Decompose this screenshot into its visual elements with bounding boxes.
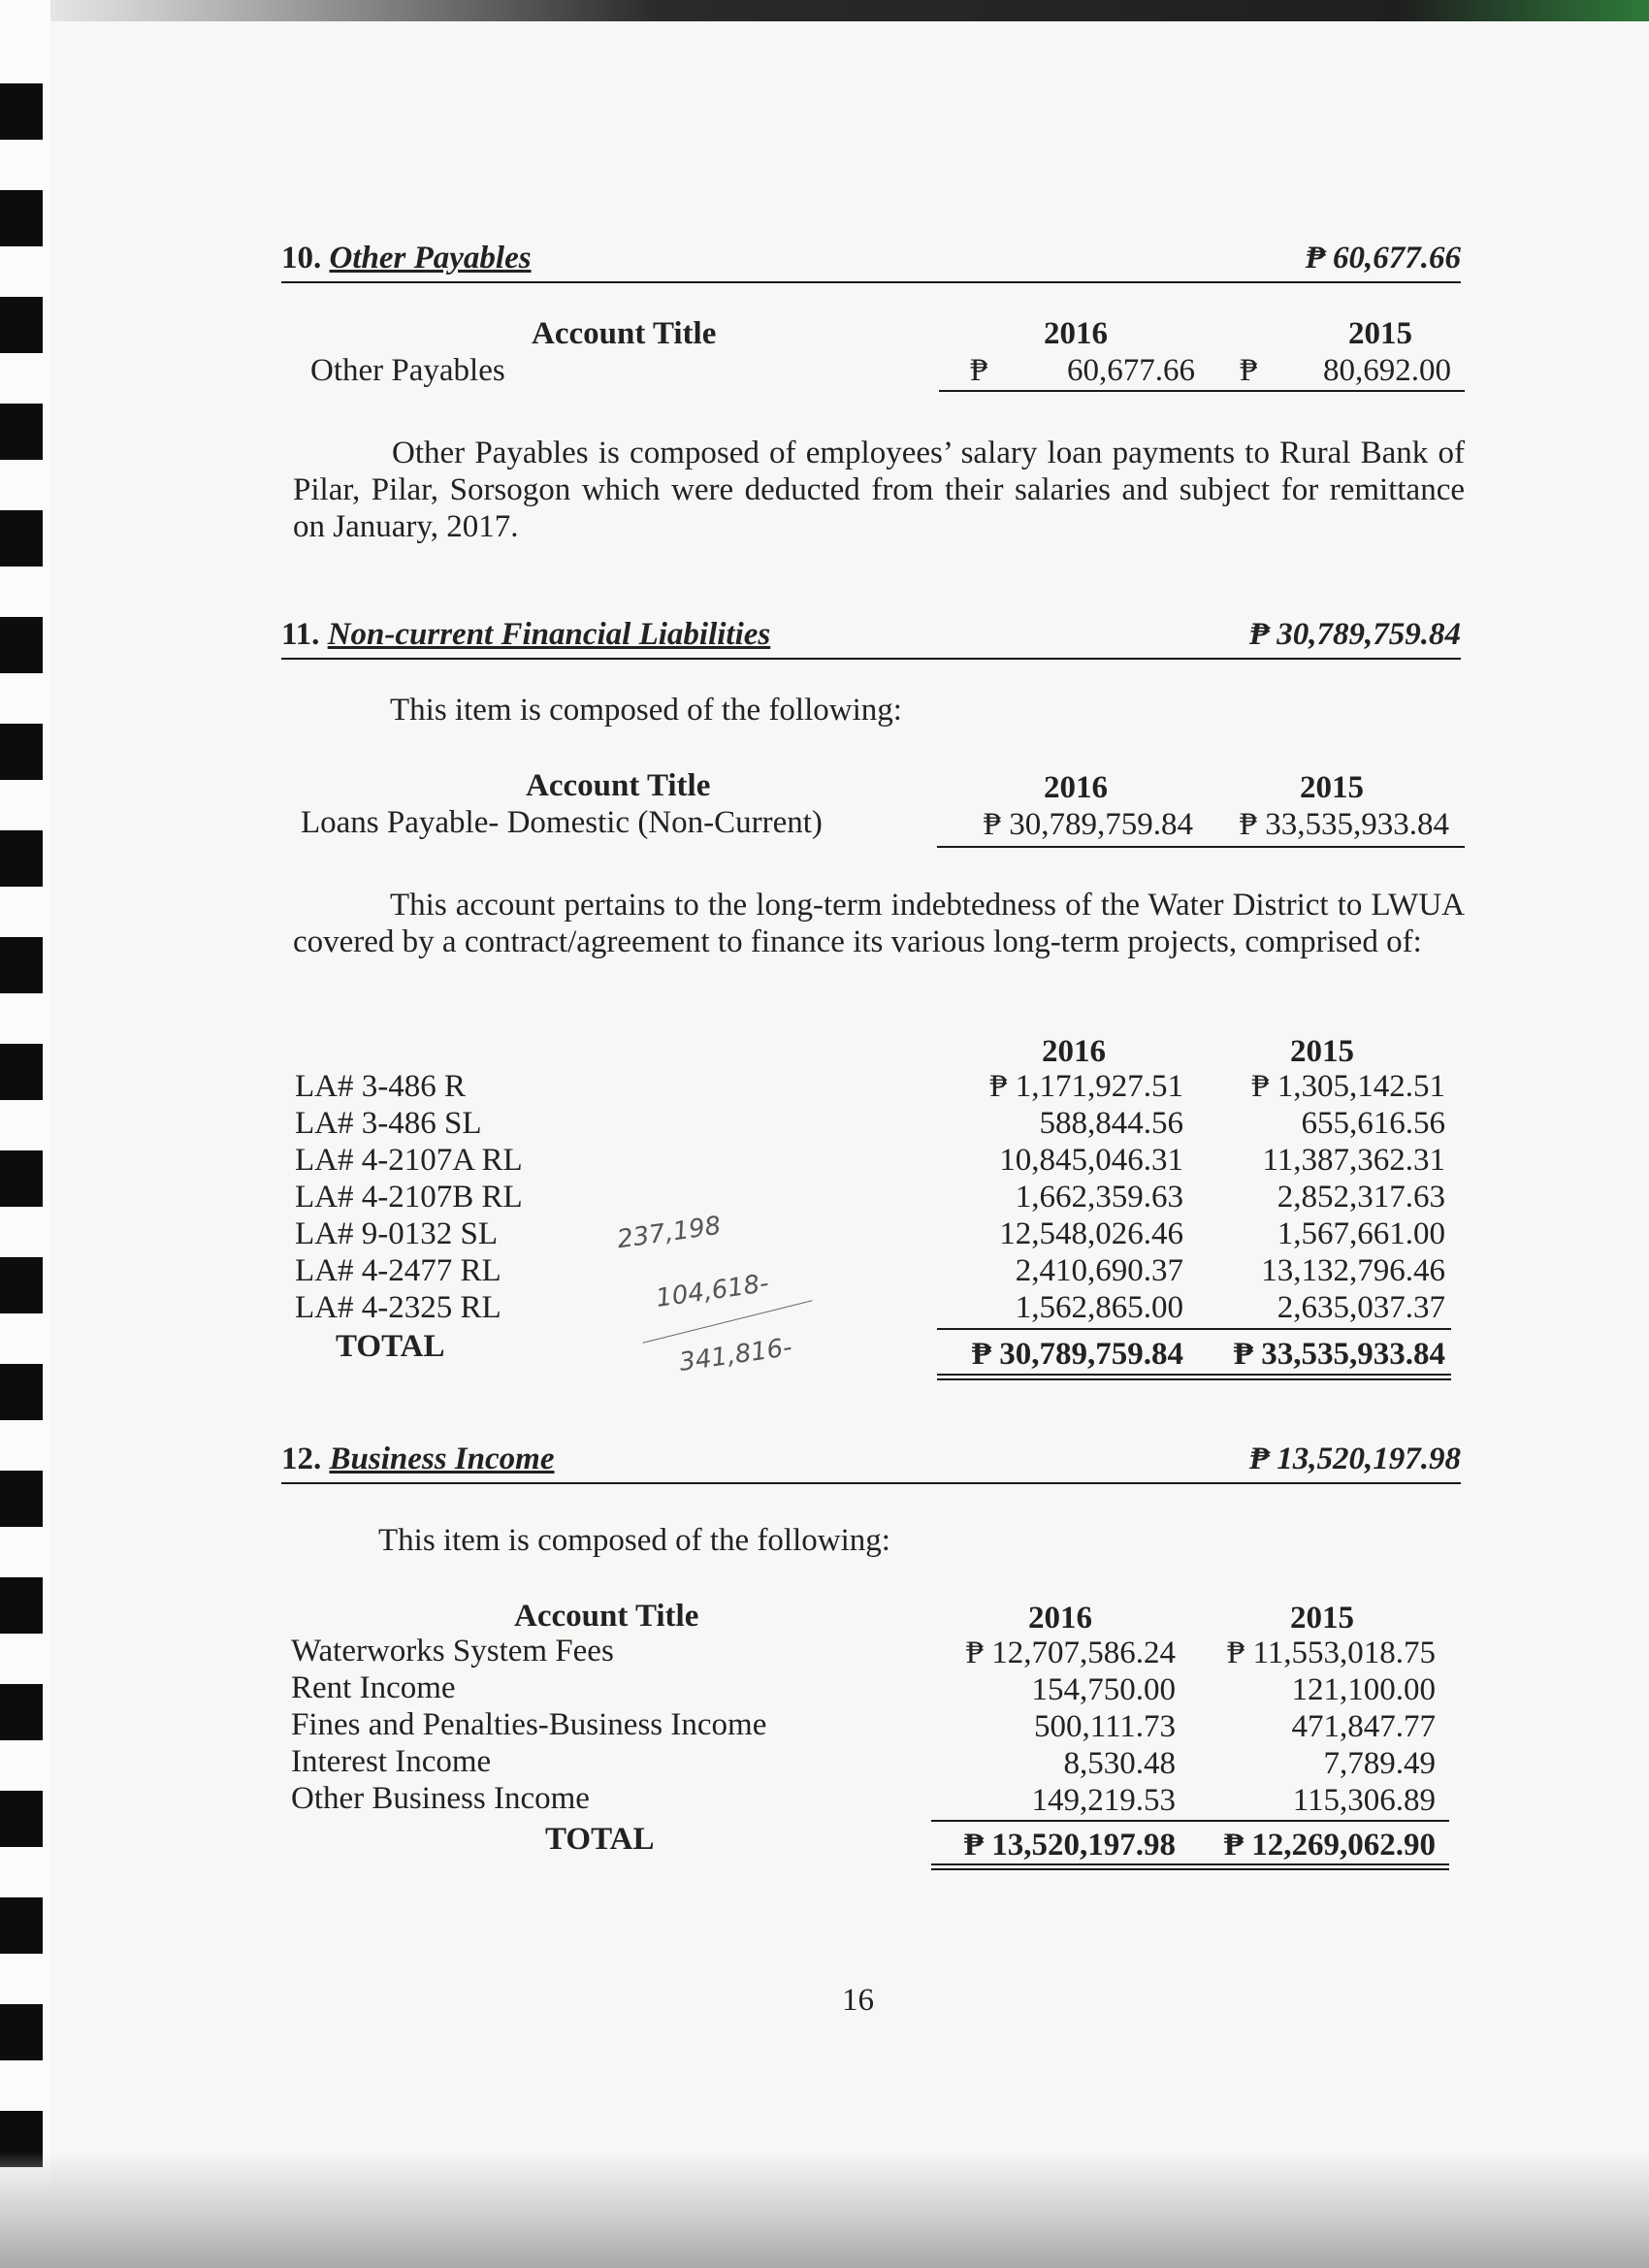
loan-value-2015: 655,616.56 [1301, 1106, 1445, 1141]
header-year-2015: 2015 [1290, 1034, 1354, 1069]
loan-value-2016: ₱ 1,171,927.51 [989, 1069, 1183, 1104]
header-year-2016: 2016 [1044, 770, 1108, 805]
binding-hole [0, 297, 43, 353]
binding-hole [0, 1791, 43, 1847]
binding-hole [0, 190, 43, 246]
binding-hole [0, 617, 43, 673]
binding-hole [0, 1684, 43, 1740]
loan-label: LA# 3-486 SL [295, 1106, 482, 1141]
section-title: Business Income [329, 1442, 555, 1476]
section-title: Other Payables [329, 241, 532, 275]
binding-hole [0, 1897, 43, 1954]
income-value-2015: 121,100.00 [1291, 1672, 1436, 1707]
section-number: 11. [281, 617, 320, 652]
section-amount: ₱ 60,677.66 [1305, 241, 1461, 275]
income-label: Interest Income [291, 1744, 492, 1779]
binding-strip [0, 0, 50, 2268]
loan-value-2015: 2,635,037.37 [1277, 1290, 1445, 1325]
binding-hole [0, 937, 43, 993]
binding-hole [0, 510, 43, 567]
binding-hole [0, 1150, 43, 1207]
section-12-heading [281, 1440, 1461, 1484]
currency-symbol: ₱ [1240, 353, 1258, 388]
income-value-2015: 7,789.49 [1323, 1746, 1436, 1781]
section-title: Non-current Financial Liabilities [327, 617, 771, 652]
row-value-2015: 80,692.00 [1323, 353, 1451, 388]
scan-top-edge [0, 0, 1649, 21]
income-value-2016: 149,219.53 [1031, 1783, 1176, 1818]
binding-hole [0, 83, 43, 140]
binding-hole [0, 724, 43, 780]
row-value-2016: 60,677.66 [1067, 353, 1195, 388]
section-number: 12. [281, 1442, 322, 1476]
loan-value-2016: 1,562,865.00 [1015, 1290, 1183, 1325]
underline [939, 390, 1465, 392]
subtotal-rule [931, 1820, 1449, 1822]
loan-value-2016: 2,410,690.37 [1015, 1253, 1183, 1288]
loan-value-2016: 10,845,046.31 [999, 1143, 1183, 1178]
page-number: 16 [842, 1983, 874, 2018]
binding-hole [0, 1364, 43, 1420]
income-value-2015: 471,847.77 [1291, 1709, 1436, 1744]
header-year-2015: 2015 [1290, 1601, 1354, 1636]
total-double-rule [937, 1374, 1451, 1376]
scan-bottom-shadow [0, 2152, 1649, 2268]
section-10-heading [281, 239, 1461, 283]
header-year-2016: 2016 [1044, 316, 1108, 351]
income-value-2015: 115,306.89 [1292, 1783, 1436, 1818]
header-account-title: Account Title [532, 316, 717, 351]
loan-value-2015: 2,852,317.63 [1277, 1180, 1445, 1215]
paragraph: Other Payables is composed of employees’ salary loan payments to Rural Bank of Pilar, Pilar, Sorsogon which were deducted from their salaries and subject for remittance on January, 2017. [293, 436, 1465, 544]
header-account-title: Account Title [514, 1599, 699, 1634]
loan-value-2015: 13,132,796.46 [1261, 1253, 1445, 1288]
row-value-2016: ₱ 30,789,759.84 [983, 807, 1193, 842]
income-label: Rent Income [291, 1670, 456, 1705]
loan-label: LA# 4-2477 RL [295, 1253, 501, 1288]
total-value-2015: ₱ 33,535,933.84 [1233, 1337, 1445, 1372]
loan-label: LA# 4-2107A RL [295, 1143, 523, 1178]
binding-hole [0, 830, 43, 887]
handwritten-note: 237,198 [615, 1211, 724, 1255]
income-value-2016: 8,530.48 [1063, 1746, 1176, 1781]
handwritten-note: 104,618- [654, 1269, 771, 1313]
loan-label: LA# 4-2325 RL [295, 1290, 501, 1325]
intro-text: This item is composed of the following: [390, 693, 902, 728]
total-double-rule [937, 1378, 1451, 1380]
total-value-2016: ₱ 13,520,197.98 [963, 1828, 1176, 1863]
handwritten-note: 341,816- [677, 1333, 794, 1377]
row-label: Other Payables [310, 353, 505, 388]
income-label: Other Business Income [291, 1781, 590, 1816]
loan-label: LA# 9-0132 SL [295, 1216, 498, 1251]
income-label: Waterworks System Fees [291, 1634, 614, 1669]
total-value-2015: ₱ 12,269,062.90 [1223, 1828, 1436, 1863]
header-year-2015: 2015 [1300, 770, 1364, 805]
income-value-2016: ₱ 12,707,586.24 [965, 1636, 1176, 1670]
loan-label: LA# 3-486 R [295, 1069, 466, 1104]
binding-hole [0, 1577, 43, 1634]
loan-value-2015: ₱ 1,305,142.51 [1251, 1069, 1445, 1104]
row-label: Loans Payable- Domestic (Non-Current) [301, 805, 823, 840]
binding-hole [0, 1044, 43, 1100]
row-value-2015: ₱ 33,535,933.84 [1239, 807, 1449, 842]
binding-hole [0, 1471, 43, 1527]
income-value-2015: ₱ 11,553,018.75 [1226, 1636, 1436, 1670]
loan-value-2016: 12,548,026.46 [999, 1216, 1183, 1251]
loan-label: LA# 4-2107B RL [295, 1180, 523, 1215]
loan-value-2016: 588,844.56 [1039, 1106, 1183, 1141]
header-account-title: Account Title [526, 768, 711, 803]
total-label: TOTAL [336, 1329, 445, 1364]
binding-hole [0, 2004, 43, 2060]
header-year-2015: 2015 [1348, 316, 1412, 351]
income-value-2016: 154,750.00 [1031, 1672, 1176, 1707]
income-label: Fines and Penalties-Business Income [291, 1707, 767, 1742]
paragraph: This account pertains to the long-term indebtedness of the Water District to LWUA covered by a contract/agreement to finance its various long-term projects, comprised of: [293, 888, 1465, 959]
binding-hole [0, 404, 43, 460]
section-11-heading [281, 615, 1461, 660]
intro-text: This item is composed of the following: [378, 1523, 890, 1558]
section-number: 10. [281, 241, 322, 275]
loan-value-2015: 1,567,661.00 [1277, 1216, 1445, 1251]
header-year-2016: 2016 [1028, 1601, 1092, 1636]
loan-value-2015: 11,387,362.31 [1262, 1143, 1445, 1178]
total-value-2016: ₱ 30,789,759.84 [971, 1337, 1183, 1372]
currency-symbol: ₱ [970, 353, 988, 388]
income-value-2016: 500,111.73 [1033, 1709, 1176, 1744]
total-double-rule [931, 1863, 1449, 1865]
total-double-rule [931, 1868, 1449, 1870]
section-amount: ₱ 13,520,197.98 [1248, 1442, 1461, 1476]
binding-hole [0, 1257, 43, 1313]
section-amount: ₱ 30,789,759.84 [1248, 617, 1461, 652]
underline [937, 846, 1465, 848]
subtotal-rule [937, 1328, 1451, 1330]
header-year-2016: 2016 [1042, 1034, 1106, 1069]
total-label: TOTAL [545, 1822, 655, 1857]
loan-value-2016: 1,662,359.63 [1015, 1180, 1183, 1215]
